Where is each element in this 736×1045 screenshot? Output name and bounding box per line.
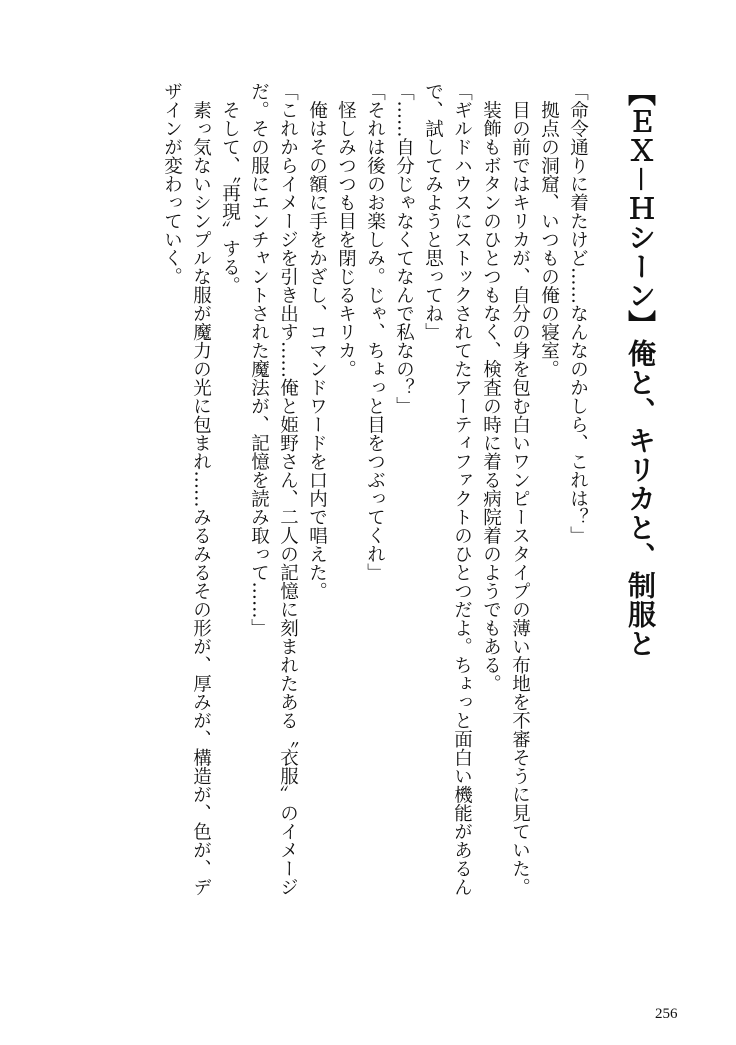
text-column: ザインが変わっていく。 — [161, 82, 183, 286]
text-column: 「それは後のお楽しみ。じゃ、ちょっと目をつぶってくれ」 — [364, 82, 386, 582]
text-column: 俺はその額に手をかざし、コマンドワードを口内で唱えた。 — [306, 82, 328, 600]
text-column: だ。その服にエンチャントされた魔法が、記憶を読み取って……」 — [248, 82, 270, 637]
text-column: 怪しみつつも目を閉じるキリカ。 — [335, 82, 357, 378]
text-column: そして、〝再現〟する。 — [219, 82, 241, 295]
chapter-title: 【ＥＸ－Ｈシーン】俺と、キリカと、制服と — [624, 78, 657, 659]
page-number: 256 — [655, 1006, 678, 1022]
text-column: 「ギルドハウスにストックされてたアーティファクトのひとつだよ。ちょっと面白い機能があるん — [451, 82, 473, 896]
text-column: 「これからイメージを引き出す……俺と姫野さん、二人の記憶に刻まれたある〝衣服〟のイメージ — [277, 82, 299, 896]
text-column: 装飾もボタンのひとつもなく、検査の時に着る病院着のようでもある。 — [480, 82, 502, 693]
text-column: で、試してみようと思ってね」 — [422, 82, 444, 341]
text-column: 「命令通りに着たけど……なんなのかしら、これは？」 — [567, 82, 589, 545]
text-column: 目の前ではキリカが、自分の身を包む白いワンピースタイプの薄い布地を不審そうに見ていた。 — [509, 82, 531, 896]
text-column: 拠点の洞窟、いつもの俺の寝室。 — [538, 82, 560, 378]
text-column: 「……自分じゃなくてなんで私なの？」 — [393, 82, 415, 415]
text-column: 素っ気ないシンプルな服が魔力の光に包まれ……みるみるその形が、厚みが、構造が、色が、デ — [190, 82, 212, 896]
